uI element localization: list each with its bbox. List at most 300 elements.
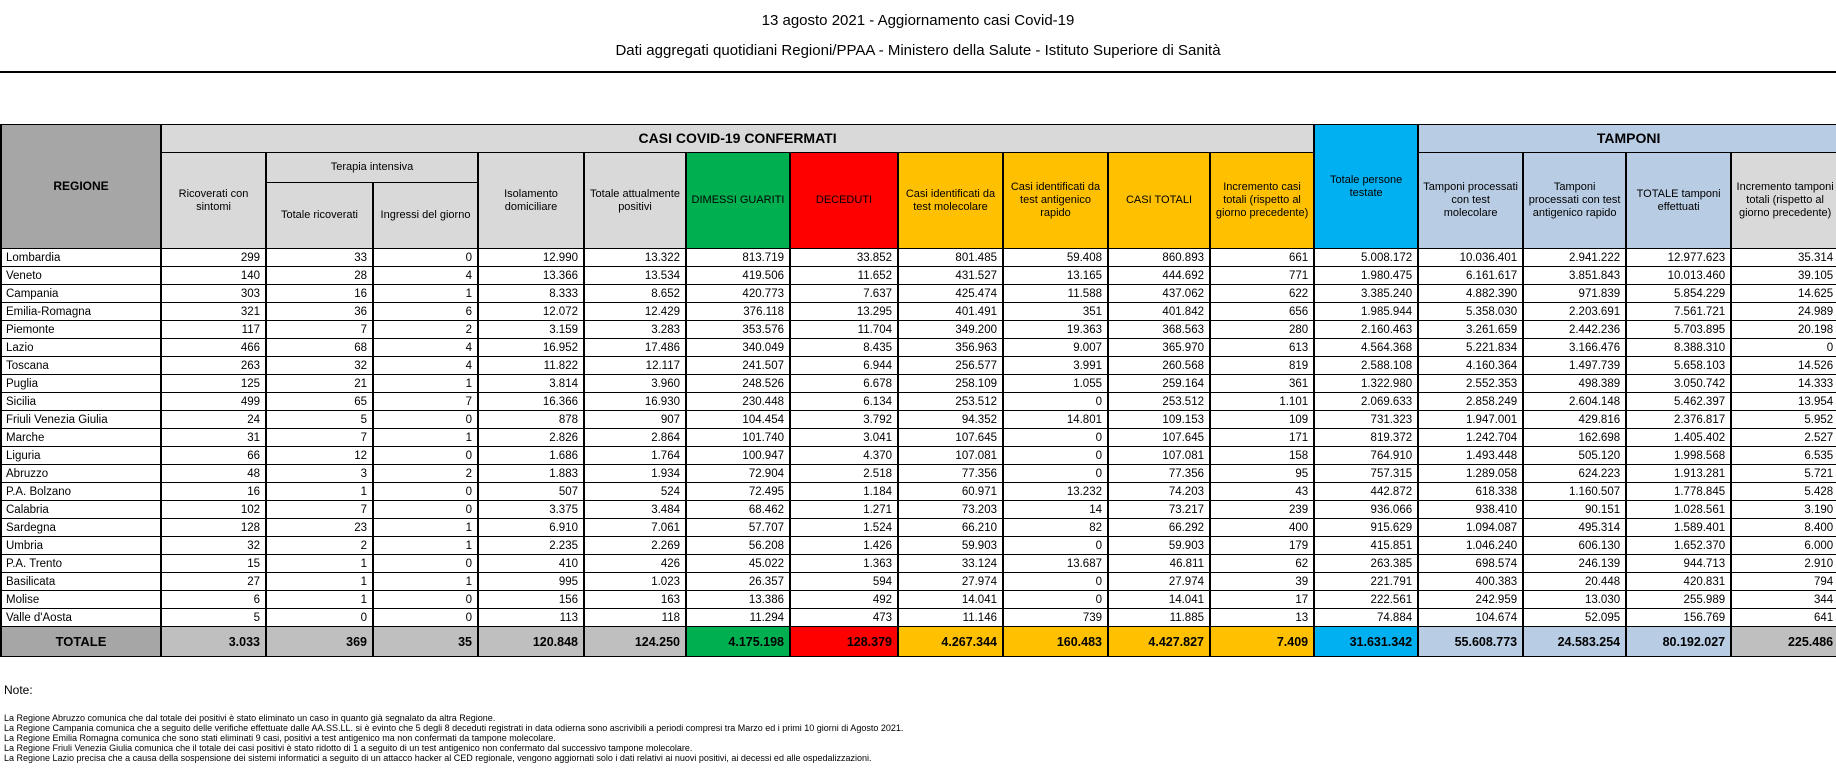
value-cell: 0 <box>373 411 478 429</box>
value-cell: 1.980.475 <box>1314 267 1418 285</box>
value-cell: 415.851 <box>1314 537 1418 555</box>
value-cell: 401.842 <box>1108 303 1210 321</box>
table-header <box>1 125 1836 249</box>
header-cell: Totale ricoverati <box>266 183 373 249</box>
value-cell: 420.831 <box>1626 573 1731 591</box>
value-cell: 757.315 <box>1314 465 1418 483</box>
value-cell: 1.652.370 <box>1626 537 1731 555</box>
value-cell: 17.486 <box>584 339 686 357</box>
table-row <box>1 249 1836 267</box>
value-cell: 94.352 <box>898 411 1003 429</box>
region-cell: Toscana <box>1 357 161 375</box>
value-cell: 9.007 <box>1003 339 1108 357</box>
value-cell: 33 <box>266 249 373 267</box>
value-cell: 1.094.087 <box>1418 519 1523 537</box>
value-cell: 2.826 <box>478 429 584 447</box>
value-cell: 1 <box>373 573 478 591</box>
value-cell: 1.271 <box>790 501 898 519</box>
value-cell: 48 <box>161 465 266 483</box>
value-cell: 444.692 <box>1108 267 1210 285</box>
value-cell: 2 <box>266 537 373 555</box>
header-cell: DECEDUTI <box>790 153 898 249</box>
value-cell: 52.095 <box>1523 609 1626 627</box>
value-cell: 13.366 <box>478 267 584 285</box>
header-cell: Tamponi processati con test antigenico rapido <box>1523 153 1626 249</box>
value-cell: 1.778.845 <box>1626 483 1731 501</box>
header-cell: Casi identificati da test antigenico rapido <box>1003 153 1108 249</box>
value-cell: 1 <box>266 573 373 591</box>
value-cell: 2.552.353 <box>1418 375 1523 393</box>
value-cell: 400.383 <box>1418 573 1523 591</box>
value-cell: 3.385.240 <box>1314 285 1418 303</box>
total-value-cell: 7.409 <box>1210 627 1314 657</box>
value-cell: 14.041 <box>1108 591 1210 609</box>
value-cell: 156.769 <box>1626 609 1731 627</box>
value-cell: 255.989 <box>1626 591 1731 609</box>
value-cell: 299 <box>161 249 266 267</box>
value-cell: 43 <box>1210 483 1314 501</box>
value-cell: 0 <box>266 609 373 627</box>
value-cell: 12.990 <box>478 249 584 267</box>
header-group-terapia-intensiva: Terapia intensiva <box>266 153 478 183</box>
value-cell: 5.008.172 <box>1314 249 1418 267</box>
value-cell: 1 <box>266 555 373 573</box>
value-cell: 3.283 <box>584 321 686 339</box>
value-cell: 158 <box>1210 447 1314 465</box>
value-cell: 13.030 <box>1523 591 1626 609</box>
value-cell: 57.707 <box>686 519 790 537</box>
value-cell: 7.061 <box>584 519 686 537</box>
region-cell: Sicilia <box>1 393 161 411</box>
value-cell: 5.221.834 <box>1418 339 1523 357</box>
value-cell: 351 <box>1003 303 1108 321</box>
value-cell: 878 <box>478 411 584 429</box>
value-cell: 77.356 <box>898 465 1003 483</box>
value-cell: 222.561 <box>1314 591 1418 609</box>
table-row <box>1 519 1836 537</box>
value-cell: 11.588 <box>1003 285 1108 303</box>
note-line: La Regione Abruzzo comunica che dal totale dei positivi è stato eliminato un caso in quanto già segnalato da altra Regione. <box>4 713 496 723</box>
value-cell: 698.574 <box>1418 555 1523 573</box>
value-cell: 65 <box>266 393 373 411</box>
value-cell: 33.124 <box>898 555 1003 573</box>
value-cell: 2.069.633 <box>1314 393 1418 411</box>
value-cell: 1.686 <box>478 447 584 465</box>
value-cell: 1.947.001 <box>1418 411 1523 429</box>
value-cell: 46.811 <box>1108 555 1210 573</box>
value-cell: 14.801 <box>1003 411 1108 429</box>
value-cell: 3.792 <box>790 411 898 429</box>
value-cell: 14.526 <box>1731 357 1836 375</box>
value-cell: 32 <box>266 357 373 375</box>
value-cell: 8.333 <box>478 285 584 303</box>
value-cell: 1.242.704 <box>1418 429 1523 447</box>
value-cell: 14.041 <box>898 591 1003 609</box>
region-cell: P.A. Bolzano <box>1 483 161 501</box>
value-cell: 11.146 <box>898 609 1003 627</box>
value-cell: 0 <box>1003 573 1108 591</box>
value-cell: 59.903 <box>1108 537 1210 555</box>
header-group-tamponi: TAMPONI <box>1418 125 1836 153</box>
value-cell: 13.534 <box>584 267 686 285</box>
value-cell: 437.062 <box>1108 285 1210 303</box>
header-cell: Incremento casi totali (rispetto al giorno precedente) <box>1210 153 1314 249</box>
value-cell: 2.269 <box>584 537 686 555</box>
report-subtitle: Dati aggregati quotidiani Regioni/PPAA - Ministero della Salute - Istituto Superiore di Sanità <box>615 42 1221 59</box>
value-cell: 819 <box>1210 357 1314 375</box>
value-cell: 259.164 <box>1108 375 1210 393</box>
value-cell: 507 <box>478 483 584 501</box>
value-cell: 1.023 <box>584 573 686 591</box>
value-cell: 425.474 <box>898 285 1003 303</box>
value-cell: 1.289.058 <box>1418 465 1523 483</box>
value-cell: 944.713 <box>1626 555 1731 573</box>
total-value-cell: 369 <box>266 627 373 657</box>
value-cell: 4 <box>373 267 478 285</box>
value-cell: 349.200 <box>898 321 1003 339</box>
value-cell: 2.160.463 <box>1314 321 1418 339</box>
region-cell: Friuli Venezia Giulia <box>1 411 161 429</box>
value-cell: 495.314 <box>1523 519 1626 537</box>
value-cell: 819.372 <box>1314 429 1418 447</box>
value-cell: 5.854.229 <box>1626 285 1731 303</box>
value-cell: 6 <box>373 303 478 321</box>
value-cell: 618.338 <box>1418 483 1523 501</box>
value-cell: 109.153 <box>1108 411 1210 429</box>
value-cell: 6.000 <box>1731 537 1836 555</box>
value-cell: 14.333 <box>1731 375 1836 393</box>
value-cell: 0 <box>373 591 478 609</box>
table-row <box>1 411 1836 429</box>
value-cell: 3.484 <box>584 501 686 519</box>
header-cell: Isolamento domiciliare <box>478 153 584 249</box>
value-cell: 11.885 <box>1108 609 1210 627</box>
region-cell: Abruzzo <box>1 465 161 483</box>
value-cell: 3.960 <box>584 375 686 393</box>
table-row <box>1 303 1836 321</box>
value-cell: 171 <box>1210 429 1314 447</box>
value-cell: 3.190 <box>1731 501 1836 519</box>
value-cell: 221.791 <box>1314 573 1418 591</box>
value-cell: 0 <box>373 249 478 267</box>
header-cell: Ricoverati con sintomi <box>161 153 266 249</box>
value-cell: 13 <box>1210 609 1314 627</box>
total-label-cell: TOTALE <box>1 627 161 657</box>
value-cell: 1.405.402 <box>1626 429 1731 447</box>
value-cell: 0 <box>1003 537 1108 555</box>
value-cell: 426 <box>584 555 686 573</box>
value-cell: 7.561.721 <box>1626 303 1731 321</box>
value-cell: 764.910 <box>1314 447 1418 465</box>
value-cell: 12.072 <box>478 303 584 321</box>
table-row <box>1 537 1836 555</box>
value-cell: 8.652 <box>584 285 686 303</box>
value-cell: 16.930 <box>584 393 686 411</box>
value-cell: 7.637 <box>790 285 898 303</box>
value-cell: 7 <box>266 429 373 447</box>
table-row <box>1 267 1836 285</box>
table-row <box>1 393 1836 411</box>
value-cell: 492 <box>790 591 898 609</box>
value-cell: 125 <box>161 375 266 393</box>
value-cell: 56.208 <box>686 537 790 555</box>
value-cell: 365.970 <box>1108 339 1210 357</box>
report-title: 13 agosto 2021 - Aggiornamento casi Covid-19 <box>761 12 1075 29</box>
value-cell: 4.564.368 <box>1314 339 1418 357</box>
header-cell: CASI TOTALI <box>1108 153 1210 249</box>
value-cell: 2.235 <box>478 537 584 555</box>
table-body <box>1 249 1836 657</box>
value-cell: 4.370 <box>790 447 898 465</box>
value-cell: 1 <box>373 537 478 555</box>
value-cell: 1.493.448 <box>1418 447 1523 465</box>
value-cell: 340.049 <box>686 339 790 357</box>
value-cell: 3.159 <box>478 321 584 339</box>
value-cell: 66 <box>161 447 266 465</box>
value-cell: 95 <box>1210 465 1314 483</box>
value-cell: 1 <box>266 483 373 501</box>
value-cell: 107.081 <box>898 447 1003 465</box>
header-cell: Casi identificati da test molecolare <box>898 153 1003 249</box>
total-value-cell: 120.848 <box>478 627 584 657</box>
value-cell: 15 <box>161 555 266 573</box>
value-cell: 107.645 <box>898 429 1003 447</box>
value-cell: 2.588.108 <box>1314 357 1418 375</box>
header-cell: Tamponi processati con test molecolare <box>1418 153 1523 249</box>
value-cell: 14.625 <box>1731 285 1836 303</box>
value-cell: 104.674 <box>1418 609 1523 627</box>
region-cell: Campania <box>1 285 161 303</box>
table-row <box>1 375 1836 393</box>
value-cell: 12.117 <box>584 357 686 375</box>
total-value-cell: 128.379 <box>790 627 898 657</box>
header-cell: Ingressi del giorno <box>373 183 478 249</box>
value-cell: 0 <box>1003 465 1108 483</box>
total-value-cell: 24.583.254 <box>1523 627 1626 657</box>
value-cell: 117 <box>161 321 266 339</box>
value-cell: 1.934 <box>584 465 686 483</box>
header-cell: TOTALE tamponi effettuati <box>1626 153 1731 249</box>
value-cell: 11.652 <box>790 267 898 285</box>
value-cell: 104.454 <box>686 411 790 429</box>
value-cell: 101.740 <box>686 429 790 447</box>
value-cell: 10.013.460 <box>1626 267 1731 285</box>
value-cell: 246.139 <box>1523 555 1626 573</box>
value-cell: 5.703.895 <box>1626 321 1731 339</box>
value-cell: 113 <box>478 609 584 627</box>
header-group-row <box>1 125 1836 153</box>
value-cell: 24.989 <box>1731 303 1836 321</box>
value-cell: 2.518 <box>790 465 898 483</box>
value-cell: 7 <box>373 393 478 411</box>
table-row <box>1 465 1836 483</box>
value-cell: 466 <box>161 339 266 357</box>
value-cell: 1.589.401 <box>1626 519 1731 537</box>
table-row <box>1 357 1836 375</box>
table-row <box>1 573 1836 591</box>
value-cell: 77.356 <box>1108 465 1210 483</box>
value-cell: 1.160.507 <box>1523 483 1626 501</box>
header-totale-persone-testate: Totale persone testate <box>1314 125 1418 249</box>
region-cell: Umbria <box>1 537 161 555</box>
value-cell: 13.165 <box>1003 267 1108 285</box>
value-cell: 39 <box>1210 573 1314 591</box>
value-cell: 253.512 <box>898 393 1003 411</box>
value-cell: 33.852 <box>790 249 898 267</box>
value-cell: 1.764 <box>584 447 686 465</box>
value-cell: 21 <box>266 375 373 393</box>
value-cell: 606.130 <box>1523 537 1626 555</box>
value-cell: 74.884 <box>1314 609 1418 627</box>
value-cell: 656 <box>1210 303 1314 321</box>
value-cell: 1.101 <box>1210 393 1314 411</box>
value-cell: 419.506 <box>686 267 790 285</box>
value-cell: 128 <box>161 519 266 537</box>
value-cell: 107.645 <box>1108 429 1210 447</box>
value-cell: 68.462 <box>686 501 790 519</box>
region-cell: Liguria <box>1 447 161 465</box>
region-cell: Valle d'Aosta <box>1 609 161 627</box>
value-cell: 72.904 <box>686 465 790 483</box>
notes-heading: Note: <box>4 683 33 697</box>
value-cell: 1.046.240 <box>1418 537 1523 555</box>
value-cell: 14 <box>1003 501 1108 519</box>
value-cell: 0 <box>1003 591 1108 609</box>
region-cell: Puglia <box>1 375 161 393</box>
value-cell: 442.872 <box>1314 483 1418 501</box>
value-cell: 321 <box>161 303 266 321</box>
value-cell: 498.389 <box>1523 375 1626 393</box>
note-line: La Regione Friuli Venezia Giulia comunica che il totale dei casi positivi è stato ridotto di 1 a seguito di un test antigenico non confermato dal successivo tampone molecolare. <box>4 743 693 753</box>
value-cell: 13.687 <box>1003 555 1108 573</box>
value-cell: 2.604.148 <box>1523 393 1626 411</box>
value-cell: 59.903 <box>898 537 1003 555</box>
value-cell: 2.376.817 <box>1626 411 1731 429</box>
value-cell: 35.314 <box>1731 249 1836 267</box>
table-row <box>1 555 1836 573</box>
value-cell: 73.217 <box>1108 501 1210 519</box>
value-cell: 7 <box>266 501 373 519</box>
value-cell: 13.386 <box>686 591 790 609</box>
value-cell: 242.959 <box>1418 591 1523 609</box>
value-cell: 62 <box>1210 555 1314 573</box>
value-cell: 971.839 <box>1523 285 1626 303</box>
value-cell: 16.952 <box>478 339 584 357</box>
value-cell: 6.535 <box>1731 447 1836 465</box>
value-cell: 622 <box>1210 285 1314 303</box>
value-cell: 27 <box>161 573 266 591</box>
value-cell: 1.998.568 <box>1626 447 1731 465</box>
total-value-cell: 4.267.344 <box>898 627 1003 657</box>
value-cell: 410 <box>478 555 584 573</box>
value-cell: 4.160.364 <box>1418 357 1523 375</box>
value-cell: 2.864 <box>584 429 686 447</box>
value-cell: 66.210 <box>898 519 1003 537</box>
total-value-cell: 35 <box>373 627 478 657</box>
value-cell: 102 <box>161 501 266 519</box>
value-cell: 5 <box>266 411 373 429</box>
value-cell: 107.081 <box>1108 447 1210 465</box>
region-cell: Calabria <box>1 501 161 519</box>
value-cell: 3.261.659 <box>1418 321 1523 339</box>
value-cell: 3.991 <box>1003 357 1108 375</box>
value-cell: 27.974 <box>1108 573 1210 591</box>
title-block <box>0 0 1836 66</box>
value-cell: 400 <box>1210 519 1314 537</box>
value-cell: 5.952 <box>1731 411 1836 429</box>
value-cell: 162.698 <box>1523 429 1626 447</box>
notes-list <box>4 713 1836 763</box>
value-cell: 1.913.281 <box>1626 465 1731 483</box>
total-value-cell: 160.483 <box>1003 627 1108 657</box>
value-cell: 6 <box>161 591 266 609</box>
value-cell: 16.366 <box>478 393 584 411</box>
value-cell: 59.408 <box>1003 249 1108 267</box>
value-cell: 1 <box>373 429 478 447</box>
region-cell: Lombardia <box>1 249 161 267</box>
value-cell: 8.388.310 <box>1626 339 1731 357</box>
region-cell: Piemonte <box>1 321 161 339</box>
value-cell: 0 <box>1003 429 1108 447</box>
value-cell: 1.985.944 <box>1314 303 1418 321</box>
value-cell: 256.577 <box>898 357 1003 375</box>
region-cell: Veneto <box>1 267 161 285</box>
value-cell: 2.910 <box>1731 555 1836 573</box>
value-cell: 140 <box>161 267 266 285</box>
value-cell: 429.816 <box>1523 411 1626 429</box>
value-cell: 473 <box>790 609 898 627</box>
value-cell: 7 <box>266 321 373 339</box>
value-cell: 0 <box>373 447 478 465</box>
value-cell: 13.295 <box>790 303 898 321</box>
value-cell: 2.203.691 <box>1523 303 1626 321</box>
value-cell: 39.105 <box>1731 267 1836 285</box>
table-row <box>1 483 1836 501</box>
value-cell: 27.974 <box>898 573 1003 591</box>
table-row <box>1 321 1836 339</box>
notes-section <box>4 683 1836 763</box>
value-cell: 594 <box>790 573 898 591</box>
value-cell: 4 <box>373 339 478 357</box>
value-cell: 19.363 <box>1003 321 1108 339</box>
value-cell: 13.954 <box>1731 393 1836 411</box>
value-cell: 13.322 <box>584 249 686 267</box>
value-cell: 5.462.397 <box>1626 393 1731 411</box>
value-cell: 8.435 <box>790 339 898 357</box>
value-cell: 45.022 <box>686 555 790 573</box>
value-cell: 624.223 <box>1523 465 1626 483</box>
value-cell: 263.385 <box>1314 555 1418 573</box>
value-cell: 2.527 <box>1731 429 1836 447</box>
value-cell: 8.400 <box>1731 519 1836 537</box>
value-cell: 0 <box>373 483 478 501</box>
value-cell: 179 <box>1210 537 1314 555</box>
value-cell: 2.941.222 <box>1523 249 1626 267</box>
value-cell: 2 <box>373 465 478 483</box>
region-cell: Basilicata <box>1 573 161 591</box>
value-cell: 1.426 <box>790 537 898 555</box>
value-cell: 0 <box>373 501 478 519</box>
value-cell: 1.524 <box>790 519 898 537</box>
value-cell: 4 <box>373 357 478 375</box>
value-cell: 361 <box>1210 375 1314 393</box>
value-cell: 5.658.103 <box>1626 357 1731 375</box>
value-cell: 3.041 <box>790 429 898 447</box>
value-cell: 23 <box>266 519 373 537</box>
value-cell: 801.485 <box>898 249 1003 267</box>
region-cell: Molise <box>1 591 161 609</box>
value-cell: 0 <box>373 555 478 573</box>
